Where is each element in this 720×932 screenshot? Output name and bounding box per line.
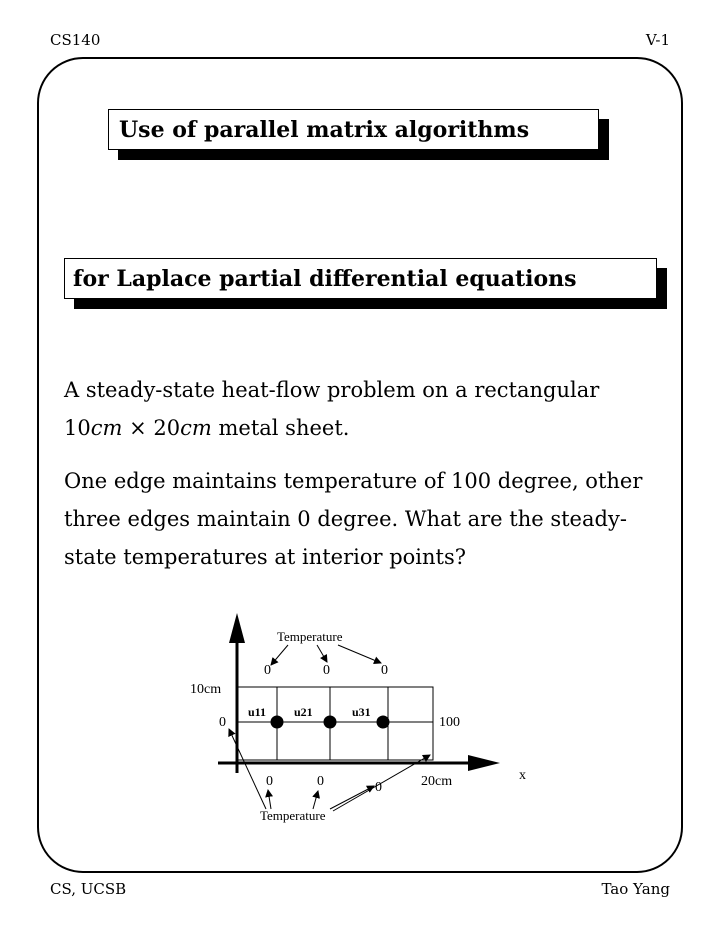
slide-title: Use of parallel matrix algorithms <box>108 109 599 150</box>
x-axis-arrowhead <box>468 755 500 771</box>
problem-line-1: A steady-state heat-flow problem on a rectangular <box>64 378 600 402</box>
bottom-edge-value-1: 0 <box>266 774 273 789</box>
bottom-pointer-2 <box>313 791 318 809</box>
times-sign: × <box>122 416 154 440</box>
top-temperature-label: Temperature <box>277 629 343 644</box>
bottom-edge-value-3: 0 <box>375 780 382 795</box>
top-pointer-3 <box>338 645 381 663</box>
bottom-edge-value-2: 0 <box>317 774 324 789</box>
footer-institution: CS, UCSB <box>50 880 127 898</box>
bottom-temperature-label: Temperature <box>260 808 326 823</box>
point-label-u31: u31 <box>352 705 371 719</box>
bottom-pointer-3 <box>330 786 374 809</box>
dimension-b-value: 20 <box>153 416 181 440</box>
top-edge-value-3: 0 <box>381 663 388 678</box>
dimension-a-value: 10 <box>64 416 91 440</box>
interior-point-u31 <box>377 716 390 729</box>
y-axis-arrowhead <box>229 613 245 643</box>
top-edge-value-1: 0 <box>264 663 271 678</box>
left-edge-value: 0 <box>219 715 226 730</box>
interior-point-u11 <box>271 716 284 729</box>
right-edge-value: 100 <box>439 715 460 730</box>
top-pointer-2 <box>317 645 327 662</box>
top-pointer-1 <box>271 645 288 665</box>
bottom-pointer-left-edge <box>229 729 266 809</box>
problem-statement <box>64 371 664 447</box>
header-slide-number: V-1 <box>645 31 670 49</box>
slide-subtitle: for Laplace partial differential equations <box>64 258 657 299</box>
x-axis-tick-20cm: 20cm <box>421 774 453 789</box>
header-course-code: CS140 <box>50 31 101 49</box>
problem-line-2-tail: metal sheet. <box>211 416 350 440</box>
top-edge-value-2: 0 <box>323 663 330 678</box>
x-axis-label: x <box>519 768 526 783</box>
heat-grid-diagram <box>170 605 550 835</box>
bottom-pointer-1 <box>268 790 271 809</box>
y-axis-tick-10cm: 10cm <box>190 682 222 697</box>
dimension-a-unit: cm <box>90 416 123 440</box>
point-label-u11: u11 <box>248 705 267 719</box>
dimension-b-unit: cm <box>180 416 212 440</box>
point-label-u21: u21 <box>294 705 313 719</box>
boundary-conditions-text: One edge maintains temperature of 100 degree, other three edges maintain 0 degree. What are the steady-state temperatures at interior points? <box>64 469 643 569</box>
footer-author: Tao Yang <box>601 880 670 898</box>
interior-point-u21 <box>324 716 337 729</box>
